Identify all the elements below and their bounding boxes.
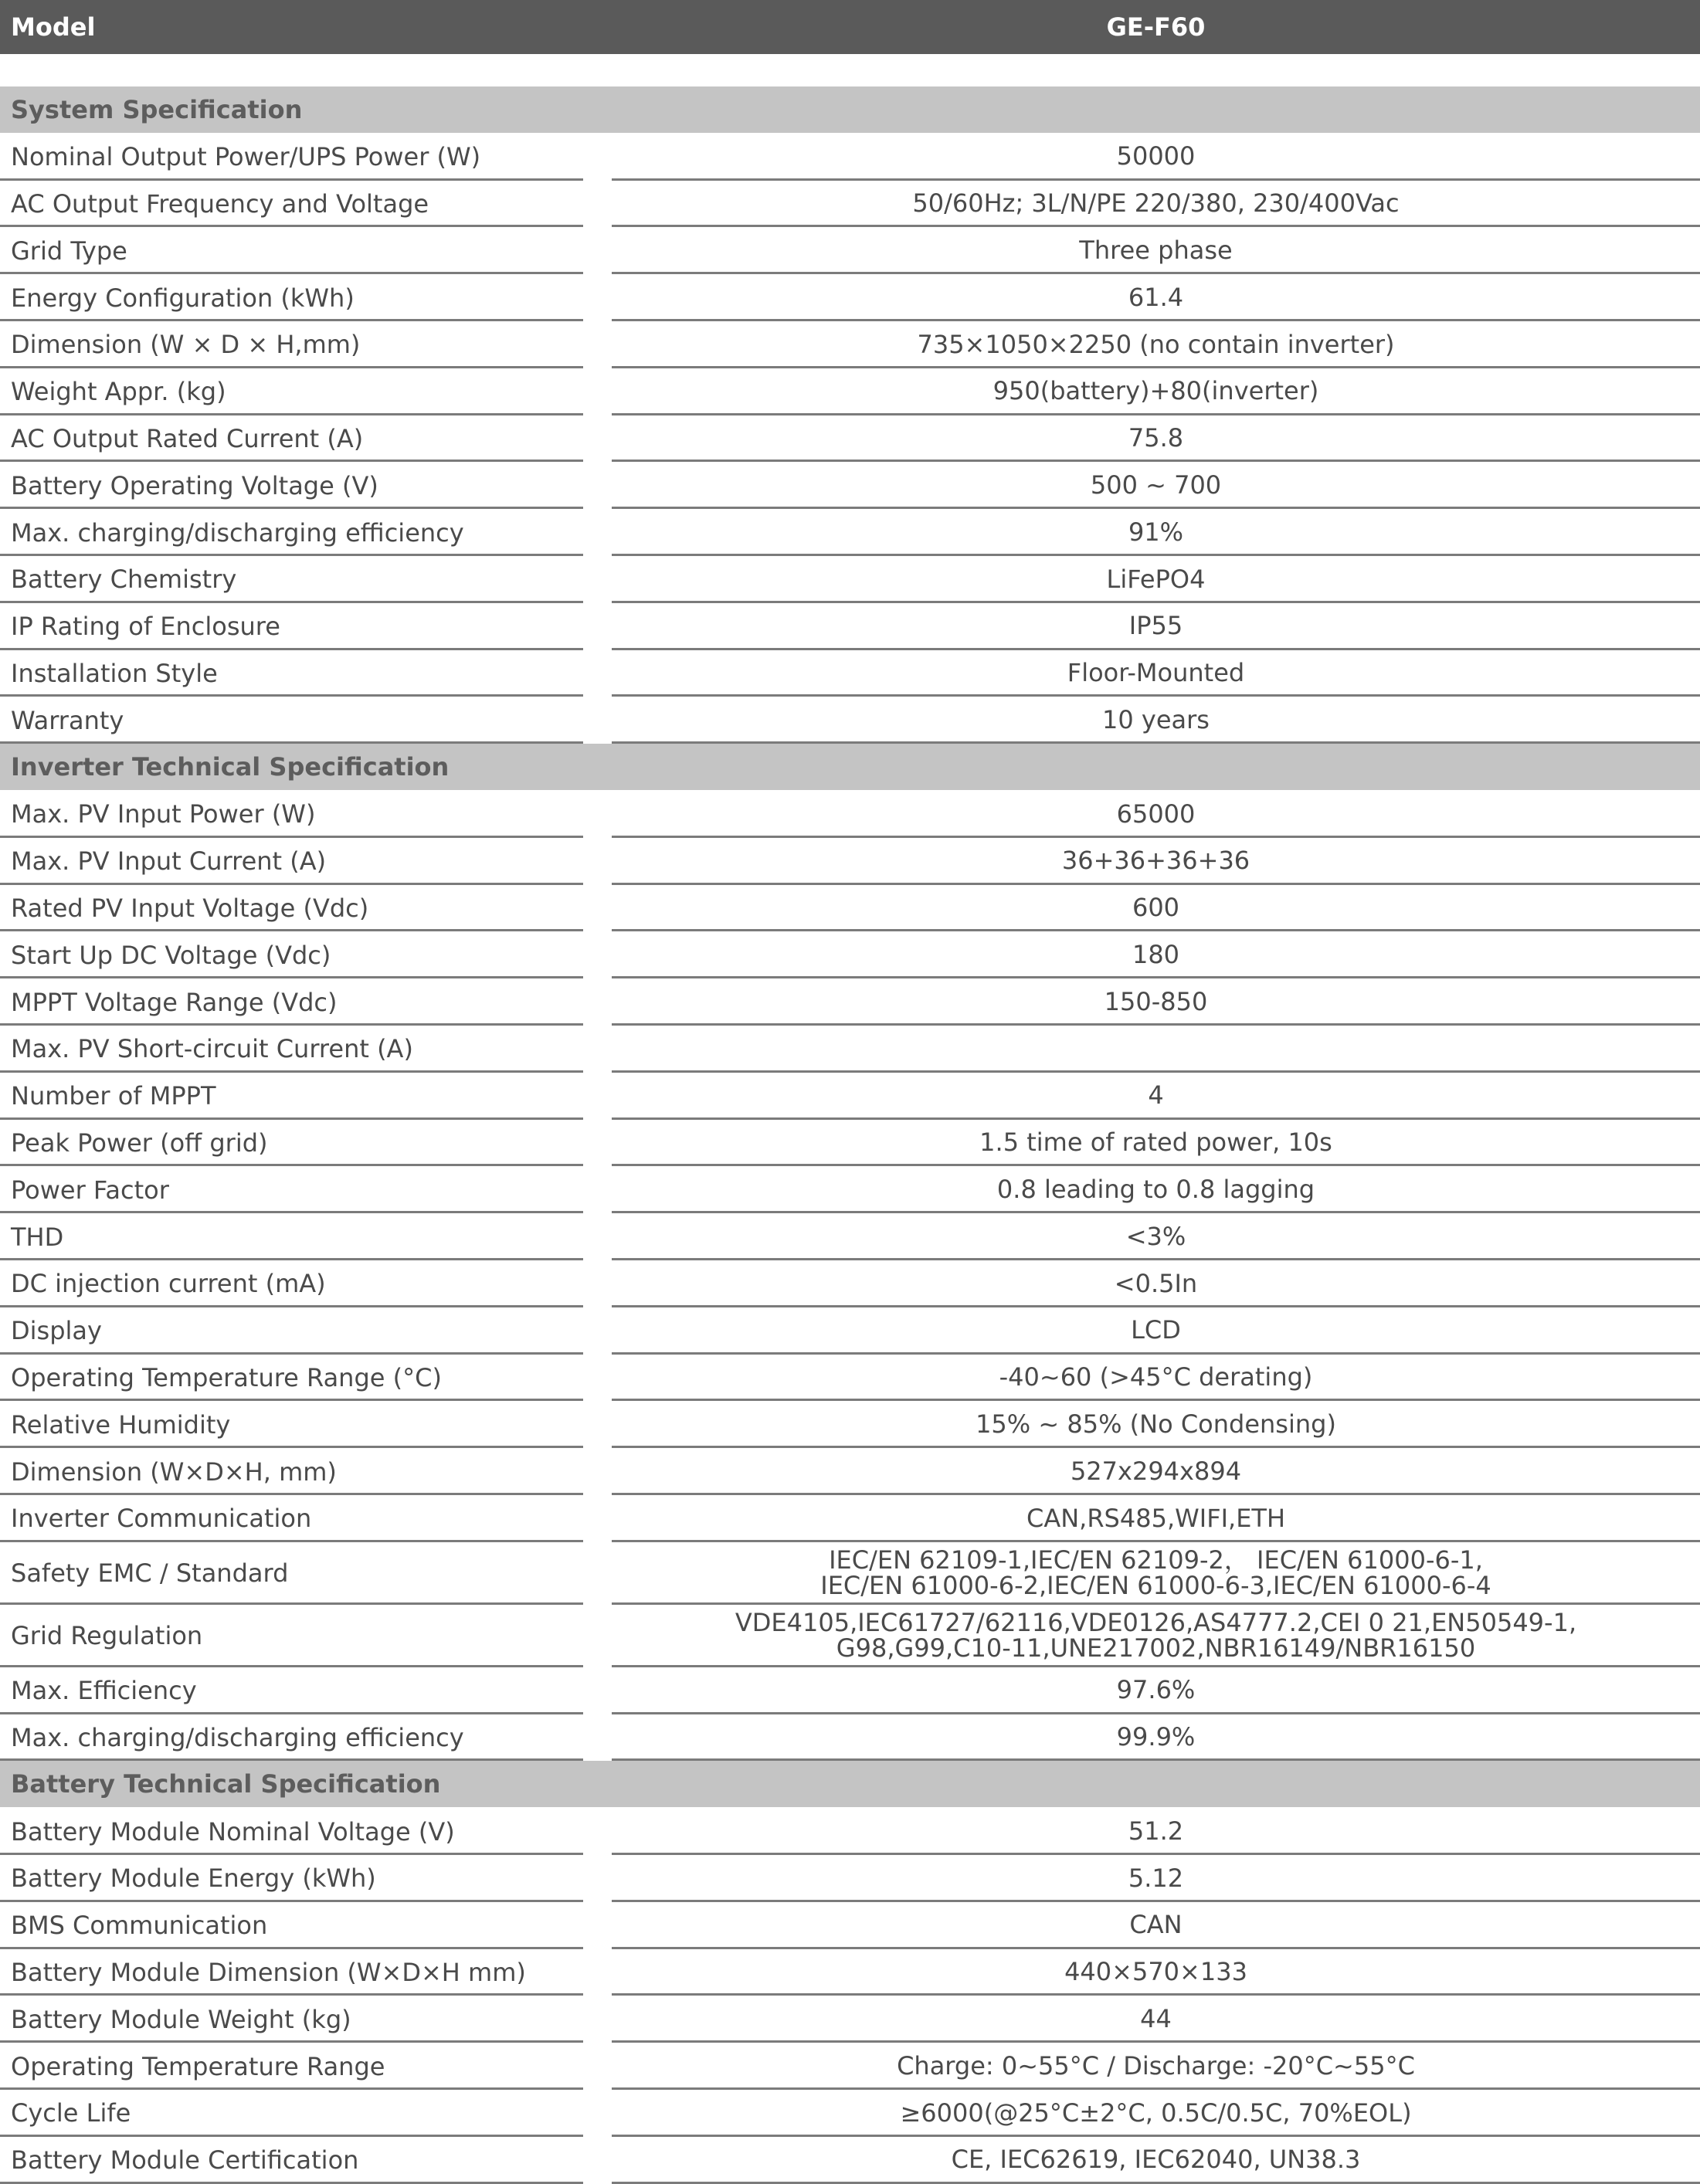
- spec-value: CE, IEC62619, IEC62040, UN38.3: [951, 2145, 1361, 2175]
- table-row: [0, 838, 1700, 885]
- spec-label: Max. PV Short-circuit Current (A): [11, 1034, 413, 1064]
- table-row: [0, 2090, 1700, 2137]
- spec-label: Installation Style: [11, 658, 218, 688]
- spec-label: Operating Temperature Range (°C): [11, 1362, 442, 1392]
- spec-label: Nominal Output Power/UPS Power (W): [11, 142, 481, 172]
- spec-value: 527x294x894: [1070, 1456, 1242, 1486]
- spec-value: 65000: [1116, 799, 1196, 829]
- table-row: [0, 978, 1700, 1026]
- spec-value: 44: [1140, 2003, 1172, 2033]
- spec-label: Safety EMC / Standard: [11, 1558, 289, 1589]
- spec-label: MPPT Voltage Range (Vdc): [11, 987, 338, 1017]
- table-row: [0, 1355, 1700, 1402]
- table-row: [0, 2043, 1700, 2090]
- spec-label: Battery Module Nominal Voltage (V): [11, 1816, 455, 1847]
- spec-value: Floor-Mounted: [1067, 658, 1245, 688]
- spec-label: Start Up DC Voltage (Vdc): [11, 940, 331, 970]
- spec-value: 600: [1132, 893, 1180, 923]
- spec-value-line: VDE4105,IEC61727/62116,VDE0126,AS4777.2,CEI 0 21,EN50549-1,: [735, 1607, 1577, 1637]
- spec-label: Warranty: [11, 705, 124, 735]
- spec-label: Number of MPPT: [11, 1081, 216, 1111]
- table-row: [0, 181, 1700, 228]
- spec-value: 0.8 leading to 0.8 lagging: [996, 1174, 1315, 1204]
- table-header: [0, 0, 1700, 54]
- table-row: [0, 227, 1700, 274]
- table-row: [0, 1902, 1700, 1949]
- spec-value: Charge: 0~55°C / Discharge: -20°C~55°C: [897, 2050, 1415, 2081]
- table-row: [0, 1307, 1700, 1355]
- table-row: [0, 931, 1700, 978]
- table-row: [0, 885, 1700, 932]
- spec-value: IP55: [1128, 611, 1183, 641]
- spec-label: Grid Regulation: [11, 1621, 203, 1651]
- spec-label: Grid Type: [11, 236, 127, 266]
- spec-value: 51.2: [1128, 1816, 1184, 1846]
- spec-label: Battery Module Weight (kg): [11, 2004, 351, 2034]
- table-row: [0, 1401, 1700, 1448]
- table-row: [0, 556, 1700, 603]
- spec-label: Dimension (W×D×H, mm): [11, 1457, 337, 1487]
- spec-label: Max. PV Input Power (W): [11, 799, 316, 829]
- spec-value: 440×570×133: [1064, 1957, 1247, 1987]
- spec-value: 50/60Hz; 3L/N/PE 220/380, 230/400Vac: [912, 188, 1400, 219]
- spec-label: Peak Power (off grid): [11, 1128, 268, 1158]
- section-header: [0, 744, 1700, 790]
- table-row: [0, 415, 1700, 463]
- spec-label: Battery Chemistry: [11, 565, 237, 595]
- spec-value-line: G98,G99,C10-11,UNE217002,NBR16149/NBR16150: [836, 1633, 1476, 1663]
- table-row: [0, 1714, 1700, 1762]
- spec-label: Inverter Communication: [11, 1504, 312, 1534]
- table-row: [0, 1448, 1700, 1495]
- spec-label: Battery Module Energy (kWh): [11, 1864, 376, 1894]
- spec-value: 180: [1132, 939, 1180, 969]
- table-row: [0, 1855, 1700, 1902]
- table-row: [0, 509, 1700, 556]
- spec-label: Battery Module Dimension (W×D×H mm): [11, 1957, 526, 1987]
- spec-label: Relative Humidity: [11, 1409, 231, 1440]
- table-row: [0, 603, 1700, 650]
- header-label: Model: [11, 12, 96, 42]
- spec-value-line: IEC/EN 62109-1,IEC/EN 62109-2， IEC/EN 61000-6-1,: [829, 1545, 1483, 1575]
- spec-label: Battery Module Certification: [11, 2145, 359, 2176]
- spec-label: Max. charging/discharging efficiency: [11, 1722, 464, 1752]
- spec-label: Energy Configuration (kWh): [11, 283, 355, 313]
- table-row: [0, 791, 1700, 838]
- spec-label: Weight Appr. (kg): [11, 377, 226, 407]
- table-row: [0, 321, 1700, 368]
- spec-label: IP Rating of Enclosure: [11, 612, 280, 642]
- table-row: [0, 1120, 1700, 1167]
- spec-value: LCD: [1131, 1315, 1181, 1345]
- spec-value: 500 ~ 700: [1090, 470, 1222, 500]
- spec-label: Max. charging/discharging efficiency: [11, 517, 464, 548]
- spec-value: ≥6000(@25°C±2°C, 0.5C/0.5C, 70%EOL): [900, 2098, 1412, 2128]
- spec-value: 36+36+36+36: [1061, 846, 1250, 876]
- section-header: [0, 86, 1700, 133]
- table-row: [0, 1667, 1700, 1714]
- spec-label: Battery Operating Voltage (V): [11, 470, 378, 500]
- spec-value: 91%: [1128, 517, 1184, 547]
- spec-label: DC injection current (mA): [11, 1269, 326, 1299]
- spec-value: 10 years: [1102, 704, 1210, 734]
- section-title: Battery Technical Specification: [11, 1769, 441, 1799]
- table-row: [0, 1026, 1700, 1073]
- spec-value: 735×1050×2250 (no contain inverter): [917, 329, 1395, 359]
- spec-label: Cycle Life: [11, 2098, 131, 2128]
- spec-value: <0.5In: [1114, 1268, 1198, 1298]
- table-row: [0, 274, 1700, 321]
- spec-label: Dimension (W × D × H,mm): [11, 330, 361, 360]
- spec-value: LiFePO4: [1106, 564, 1206, 594]
- table-row: [0, 134, 1700, 181]
- model-name: GE-F60: [1106, 12, 1206, 42]
- spec-value: -40~60 (>45°C derating): [999, 1362, 1313, 1392]
- spec-label: Max. PV Input Current (A): [11, 846, 327, 877]
- section-title: Inverter Technical Specification: [11, 752, 450, 782]
- spec-value: 15% ~ 85% (No Condensing): [976, 1409, 1336, 1439]
- table-row: [0, 1949, 1700, 1996]
- spec-value-line: IEC/EN 61000-6-2,IEC/EN 61000-6-3,IEC/EN 61000-6-4: [820, 1571, 1491, 1601]
- spec-value: CAN,RS485,WIFI,ETH: [1026, 1503, 1286, 1533]
- spec-label: Display: [11, 1316, 102, 1346]
- spec-value: [612, 1026, 1700, 1073]
- table-row: [0, 1260, 1700, 1307]
- spec-value: 75.8: [1128, 423, 1184, 453]
- table-row: [0, 368, 1700, 415]
- table-row: [0, 1073, 1700, 1120]
- spec-label: Max. Efficiency: [11, 1676, 197, 1706]
- spec-value: 950(battery)+80(inverter): [993, 376, 1319, 406]
- spec-value: 99.9%: [1116, 1722, 1196, 1752]
- spec-label: AC Output Rated Current (A): [11, 423, 364, 453]
- spec-value: [612, 1605, 1700, 1667]
- spec-label: Operating Temperature Range: [11, 2051, 385, 2081]
- spec-value: 4: [1148, 1080, 1164, 1111]
- spec-value: [612, 1542, 1700, 1605]
- spec-value: 1.5 time of rated power, 10s: [979, 1128, 1332, 1158]
- spec-value: CAN: [1129, 1910, 1183, 1940]
- table-row: [0, 1605, 1700, 1667]
- spec-value: 150-850: [1104, 986, 1208, 1016]
- table-row: [0, 1542, 1700, 1605]
- table-row: [0, 697, 1700, 744]
- spec-value: 97.6%: [1116, 1675, 1196, 1705]
- row-divider-left: [0, 2182, 583, 2184]
- spec-label: AC Output Frequency and Voltage: [11, 188, 429, 219]
- spec-value: 5.12: [1128, 1863, 1184, 1893]
- table-row: [0, 2137, 1700, 2184]
- section-title: System Specification: [11, 94, 303, 124]
- spec-value: Three phase: [1079, 235, 1233, 265]
- spec-label: Rated PV Input Voltage (Vdc): [11, 893, 369, 923]
- spec-label: BMS Communication: [11, 1911, 268, 1941]
- spec-label: THD: [11, 1222, 64, 1252]
- table-row: [0, 1996, 1700, 2043]
- table-row: [0, 1808, 1700, 1855]
- spec-value: 61.4: [1128, 282, 1184, 312]
- section-header: [0, 1761, 1700, 1807]
- header-gap: [0, 54, 1700, 86]
- table-row: [0, 1213, 1700, 1260]
- table-row: [0, 650, 1700, 697]
- table-row: [0, 462, 1700, 509]
- row-divider-right: [612, 2182, 1700, 2184]
- spec-value: <3%: [1125, 1221, 1186, 1251]
- spec-label: Power Factor: [11, 1175, 169, 1205]
- table-row: [0, 1166, 1700, 1213]
- spec-value: 50000: [1116, 141, 1196, 171]
- table-row: [0, 1495, 1700, 1542]
